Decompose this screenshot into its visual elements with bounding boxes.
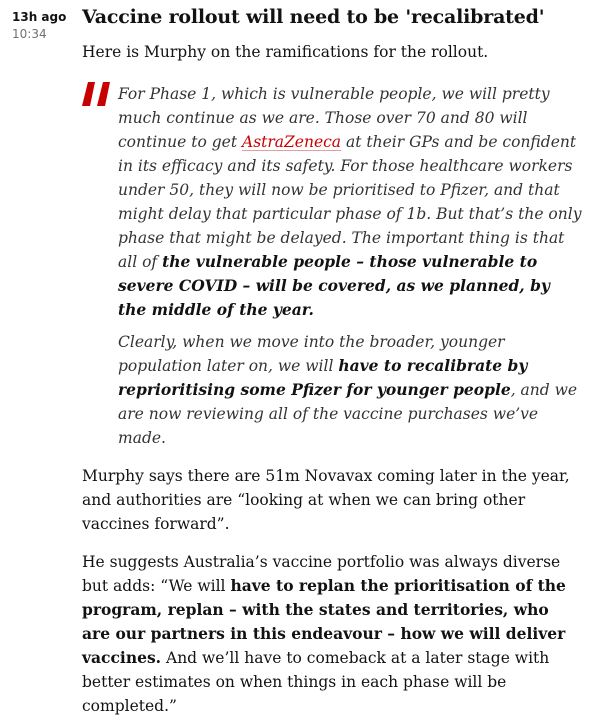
quote-text: , and we are now reviewing all of the vaccine purchases we’ve made. bbox=[118, 381, 578, 447]
quote-text: For Phase 1, which is vulnerable people, we will pretty much continue as we are. Those over 70 and 80 will continue to get bbox=[118, 85, 550, 151]
intro-paragraph: Here is Murphy on the ramifications for the rollout. bbox=[82, 43, 489, 61]
timestamp bbox=[12, 10, 72, 41]
quote-text: Clearly, when we move into the broader, younger population later on, we will bbox=[118, 333, 505, 375]
time-ago[interactable]: 13h ago bbox=[12, 10, 67, 24]
body-paragraph-1: Murphy says there are 51m Novavax coming later in the year, and authorities are “looking at when we can bring other vaccines forward”. bbox=[82, 467, 570, 533]
time-clock: 10:34 bbox=[12, 27, 47, 41]
quote-paragraph-1 bbox=[118, 82, 582, 322]
quote-mark-icon bbox=[80, 80, 112, 106]
live-blog-post bbox=[82, 4, 582, 718]
post-headline: Vaccine rollout will need to be 'recalibrated' bbox=[82, 6, 545, 28]
astrazeneca-link[interactable]: AstraZeneca bbox=[242, 133, 342, 151]
body-text: And we’ll have to comeback at a later stage with better estimates on when things in each phase will be completed.” bbox=[82, 649, 550, 715]
quote-bold-text: have to recalibrate by reprioritising some Pfizer for younger people bbox=[118, 356, 528, 399]
body-text: He suggests Australia’s vaccine portfolio was always diverse but adds: “We will bbox=[82, 553, 561, 595]
quote-text: at their GPs and be confident in its efficacy and its safety. For those healthcare workers under 50, they will now be prioritised to Pfizer, and that might delay that particular phase of 1b. But that’s the only phase that might be delayed. The important thing is that all of bbox=[118, 133, 582, 271]
quote-bold-text: the vulnerable people – those vulnerable to severe COVID – will be covered, as we planned, by the middle of the year. bbox=[118, 252, 550, 319]
body-paragraph-2 bbox=[82, 550, 582, 718]
quote-paragraph-2 bbox=[118, 330, 582, 450]
blockquote bbox=[82, 82, 582, 450]
body-bold-text: have to replan the prioritisation of the program, replan – with the states and territories, who are our partners in this endeavour – how we will deliver vaccines. bbox=[82, 576, 566, 667]
